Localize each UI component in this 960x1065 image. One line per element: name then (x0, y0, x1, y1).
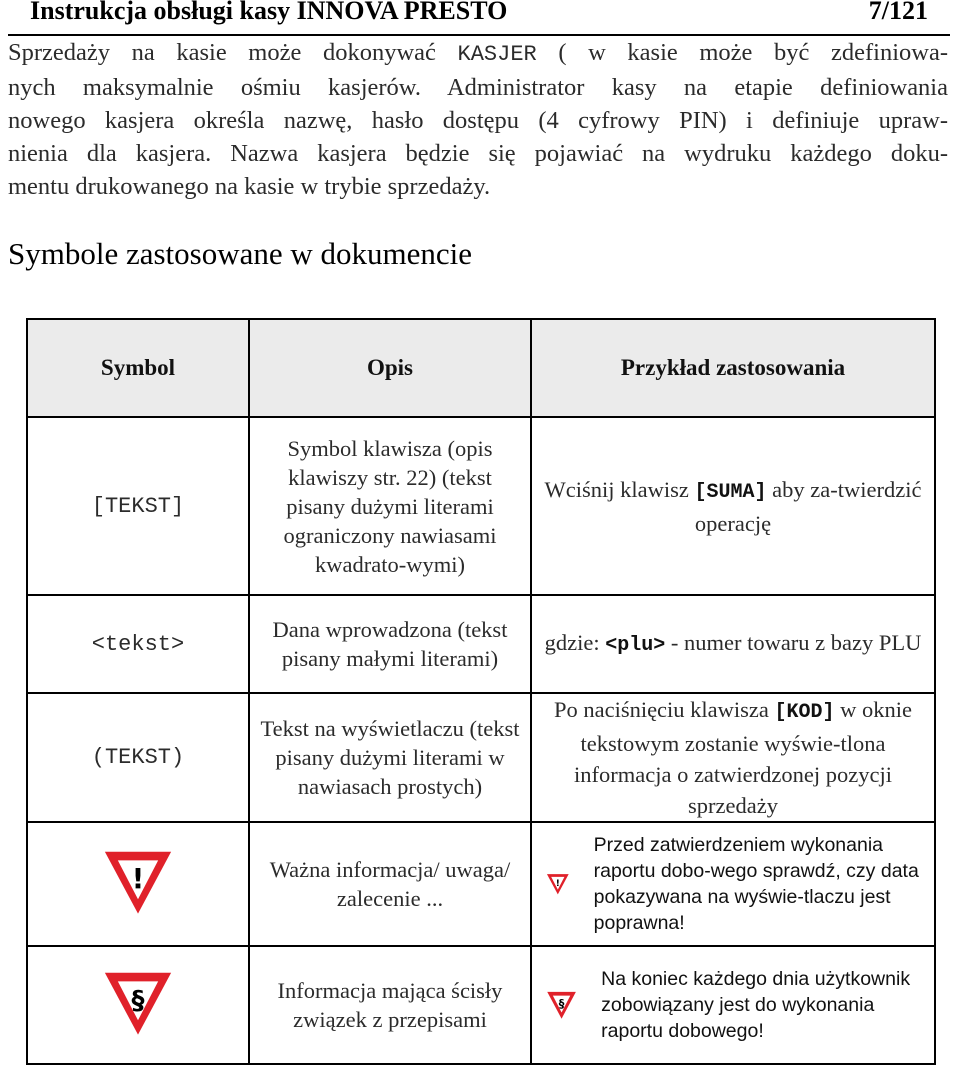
example-cell: gdzie: <plu> - numer towaru z bazy PLU (531, 595, 935, 693)
column-header-description: Opis (249, 319, 531, 417)
example-cell: Po naciśnięciu klawisza [KOD] w oknie tekstowym zostanie wyświe-tlona informacja o zatwierdzonej pozycji sprzedaży (531, 693, 935, 822)
symbol-cell (27, 822, 249, 946)
example-cell (531, 822, 935, 946)
intro-line-4: nienia dla kasjera. Nazwa kasjera będzie się pojawiać na wydruku każdego doku- (8, 140, 948, 167)
input-code: <plu> (605, 634, 666, 657)
key-code: [SUMA] (694, 480, 767, 504)
example-cell (531, 946, 935, 1064)
table-row (27, 822, 935, 946)
example-note: Przed zatwierdzeniem wykonania raportu dobo-wego sprawdź, czy data pokazywana na wyświe-tlaczu jest poprawna! (593, 834, 919, 934)
svg-text:§: § (131, 985, 145, 1016)
section-title: Symbole zastosowane w dokumencie (8, 236, 473, 271)
warning-exclamation-icon (102, 844, 174, 920)
description-cell: Ważna informacja/ uwaga/ zalecenie ... (249, 822, 531, 946)
intro-line-3: nowego kasjera określa nazwę, hasło dostępu (4 cyfrowy PIN) i definiuje upraw- (8, 107, 948, 134)
symbol-cell: (TEKST) (27, 693, 249, 822)
description-cell: Dana wprowadzona (tekst pisany małymi literami) (249, 595, 531, 693)
example-note: Na koniec każdego dnia użytkownik zobowiązany jest do wykonania raportu dobowego! (601, 968, 911, 1042)
intro-paragraph (8, 36, 948, 203)
symbols-table (26, 318, 936, 1065)
page-header (8, 0, 950, 36)
table-header-row (27, 319, 935, 417)
document-title: Instrukcja obsługi kasy INNOVA PRESTO (30, 0, 508, 25)
svg-text:!: ! (555, 878, 560, 889)
intro-line-2: nych maksymalnie ośmiu kasjerów. Administrator kasy na etapie definiowania (8, 74, 948, 101)
page-number: 7/121 (868, 0, 928, 25)
cashier-term: KASJER (457, 42, 537, 67)
key-code: [KOD] (774, 701, 835, 724)
svg-text:!: ! (131, 863, 145, 895)
intro-line-5: mentu drukowanego na kasie w trybie sprzedaży. (8, 173, 491, 200)
table-row (27, 595, 935, 693)
svg-text:§: § (558, 997, 565, 1011)
warning-paragraph-icon (546, 967, 577, 1043)
symbol-cell (27, 946, 249, 1064)
table-row (27, 946, 935, 1064)
column-header-example: Przykład zastosowania (531, 319, 935, 417)
symbol-cell: [TEKST] (27, 417, 249, 595)
table-row (27, 417, 935, 595)
symbol-cell: <tekst> (27, 595, 249, 693)
column-header-symbol: Symbol (27, 319, 249, 417)
intro-line-1: Sprzedaży na kasie może dokonywać KASJER ( w kasie może być zdefiniowa- (8, 39, 948, 67)
description-cell: Symbol klawisza (opis klawiszy str. 22) (tekst pisany dużymi literami ograniczony nawiasami kwadrato-wymi) (249, 417, 531, 595)
warning-paragraph-icon (102, 965, 174, 1041)
description-cell: Tekst na wyświetlaczu (tekst pisany dużymi literami w nawiasach prostych) (249, 693, 531, 822)
description-cell: Informacja mająca ścisły związek z przepisami (249, 946, 531, 1064)
table-row (27, 693, 935, 822)
example-cell: Wciśnij klawisz [SUMA] aby za-twierdzić operację (531, 417, 935, 595)
warning-exclamation-icon (546, 846, 570, 922)
